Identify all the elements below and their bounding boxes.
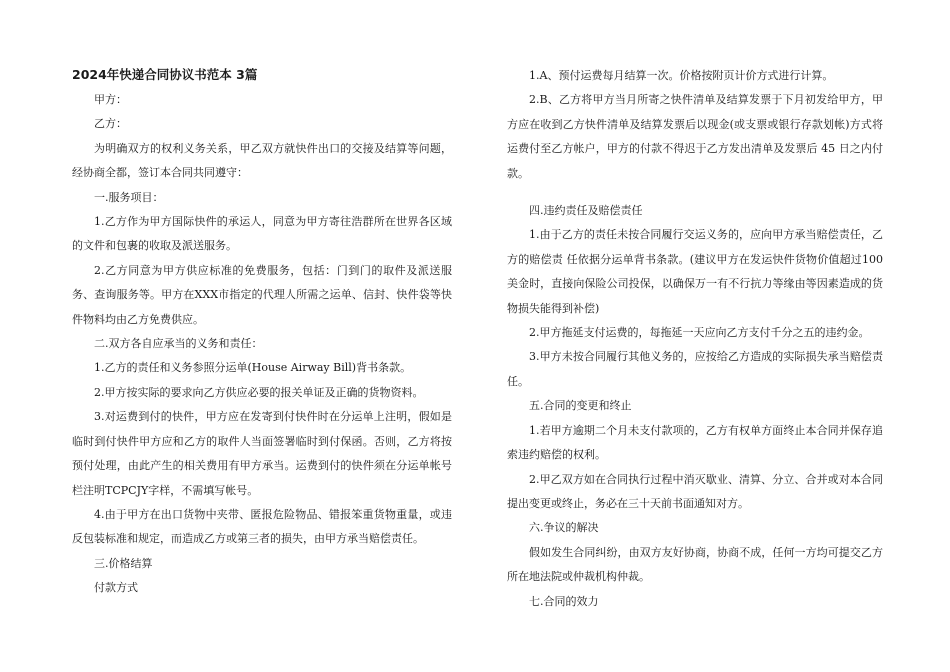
paragraph-service-2: 2.乙方同意为甲方供应标准的免费服务，包括：门到门的取件及派送服务、查询服务等。甲方在XXX市指定的代理人所需之运单、信封、快件袋等快件物料均由乙方免费供应。 xyxy=(72,263,452,326)
paragraph-payment-method: 付款方式 xyxy=(94,581,138,595)
paragraph-liability-1: 1.由于乙方的责任未按合同履行交运义务的，应向甲方承当赔偿责任，乙方的赔偿责 任依据分运单背书条款。(建议甲方在发运快件货物价值超过100美金时，直接向保险公司投保，以确保万一有不行抗力等缘由等因素造成的货物损失能得到补偿) xyxy=(507,228,883,315)
heading-change-termination: 五.合同的变更和终止 xyxy=(529,399,632,413)
heading-liability: 四.违约责任及赔偿责任 xyxy=(529,204,643,218)
paragraph-service-1: 1.乙方作为甲方国际快件的承运人，同意为甲方寄往浩群所在世界各区域的文件和包裹的收取及派送服务。 xyxy=(72,215,452,253)
heading-validity: 七.合同的效力 xyxy=(529,594,599,608)
paragraph-party-b: 乙方： xyxy=(94,117,127,131)
paragraph-preamble: 为明确双方的权利义务关系，甲乙双方就快件出口的交接及结算等问题，经协商全都，签订本合同共同遵守： xyxy=(72,141,452,180)
document-title: 2024年快递合同协议书范本 3篇 xyxy=(72,67,258,82)
paragraph-termination-2: 2.甲乙双方如在合同执行过程中消灭歇业、清算、分立、合并或对本合同提出变更或终止，务必在三十天前书面通知对方。 xyxy=(507,472,883,510)
paragraph-payment-b: 2.B、乙方将甲方当月所寄之快件清单及结算发票于下月初发给甲方，甲方应在收到乙方快件清单及结算发票后以现金(或支票或银行存款划帐)方式将运费付至乙方帐户，甲方的付款不得迟于乙方发出清单及发票后 45 日之内付款。 xyxy=(507,93,883,180)
heading-dispute: 六.争议的解决 xyxy=(529,521,599,535)
heading-obligations: 二.双方各自应承当的义务和责任： xyxy=(94,337,263,351)
paragraph-obligation-1: 1.乙方的责任和义务参照分运单(House Airway Bill)背书条款。 xyxy=(94,361,412,375)
paragraph-obligation-3: 3.对运费到付的快件，甲方应在发寄到付快件时在分运单上注明，假如是临时到付快件甲方应和乙方的取件人当面签署临时到付保函。否则，乙方将按预付处理，由此产生的相关费用有甲方承当。运费到付的快件须在分运单帐号栏注明TCPCJY字样，不需填写帐号。 xyxy=(72,410,452,497)
paragraph-liability-3: 3.甲方未按合同履行其他义务的，应按给乙方造成的实际损失承当赔偿责任。 xyxy=(507,350,883,388)
heading-price-settlement: 三.价格结算 xyxy=(94,556,153,570)
paragraph-payment-a: 1.A、预付运费每月结算一次。价格按附页计价方式进行计算。 xyxy=(529,69,834,82)
paragraph-obligation-2: 2.甲方按实际的要求向乙方供应必要的报关单证及正确的货物资料。 xyxy=(94,385,424,399)
paragraph-party-a: 甲方： xyxy=(94,93,127,106)
section-gap xyxy=(507,186,883,199)
paragraph-termination-1: 1.若甲方逾期二个月未支付款项的，乙方有权单方面终止本合同并保存追索违约赔偿的权利。 xyxy=(507,423,883,462)
left-column xyxy=(72,64,452,601)
right-column xyxy=(507,64,883,614)
paragraph-obligation-4: 4.由于甲方在出口货物中夹带、匿报危险物品、错报笨重货物重量，或违反包装标准和规定，而造成乙方或第三者的损失，由甲方承当赔偿责任。 xyxy=(72,507,452,546)
paragraph-dispute: 假如发生合同纠纷，由双方友好协商，协商不成，任何一方均可提交乙方所在地法院或仲裁机构仲裁。 xyxy=(507,545,883,584)
paragraph-liability-2: 2.甲方拖延支付运费的，每拖延一天应向乙方支付千分之五的违约金。 xyxy=(529,326,870,340)
heading-service-items: 一.服务项目： xyxy=(94,190,164,204)
